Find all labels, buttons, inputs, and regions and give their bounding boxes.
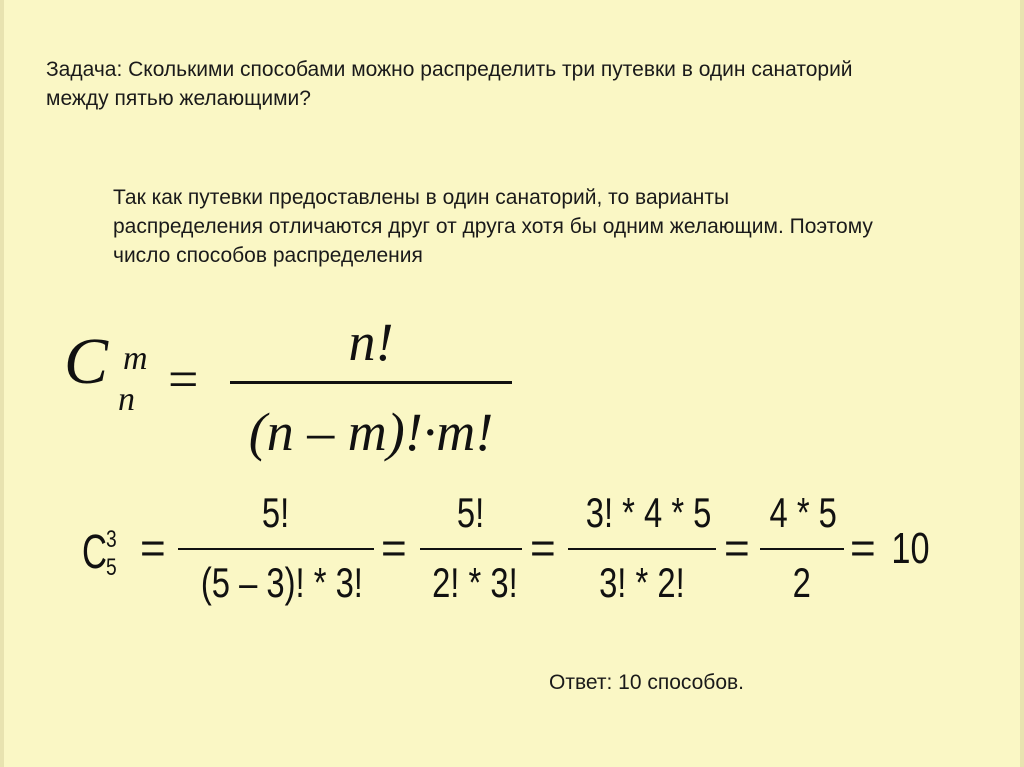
computation-fraction-3 (568, 488, 716, 618)
fraction-2-numerator: 5! (457, 489, 485, 536)
fraction-2-bar (420, 548, 522, 550)
general-formula-symbol: C (64, 325, 109, 398)
fraction-3-numerator: 3! * 4 * 5 (585, 489, 712, 536)
answer-text: Ответ: 10 способов. (549, 671, 744, 694)
computation-result-value: 10 (891, 524, 930, 573)
computation-fraction-2 (420, 488, 522, 618)
general-formula-numerator: n! (348, 312, 394, 372)
computation-symbol: C (82, 526, 107, 579)
fraction-2-denominator: 2! * 3! (432, 559, 518, 606)
fraction-1-denominator: (5 – 3)! * 3! (200, 559, 363, 606)
fraction-4-numerator: 4 * 5 (769, 489, 837, 536)
computation-equals-2: = (381, 524, 407, 573)
computation-equals-4: = (724, 524, 750, 573)
computation-fraction-4 (760, 488, 844, 618)
computation-result (886, 524, 935, 573)
computation-fraction-1 (178, 488, 374, 618)
computation-superscript: 3 (106, 526, 117, 553)
slide-right-edge (1020, 0, 1024, 767)
task-statement: Задача: Сколькими способами можно распределить три путевки в один санаторий между пятью желающими? (46, 58, 853, 110)
slide-left-edge (0, 0, 4, 767)
computation-equals-3: = (530, 524, 556, 573)
general-formula-superscript: m (123, 340, 148, 377)
fraction-3-denominator: 3! * 2! (599, 559, 685, 606)
fraction-4-bar (760, 548, 844, 550)
explanation-paragraph: Так как путевки предоставлены в один санаторий, то варианты распределения отличаются друг от друга хотя бы одним желающим. Поэтому число способов распределения (113, 186, 873, 267)
fraction-1-numerator: 5! (262, 489, 290, 536)
computation-equals-1: = (140, 524, 166, 573)
general-formula-equals: = (168, 349, 199, 409)
fraction-3-bar (568, 548, 716, 550)
general-formula-subscript: n (118, 381, 135, 418)
computation-subscript: 5 (106, 554, 117, 581)
general-formula-denominator: (n – m)!·m! (248, 402, 494, 462)
fraction-4-denominator: 2 (792, 559, 812, 606)
computation-equals-5: = (850, 524, 876, 573)
fraction-1-bar (178, 548, 374, 550)
general-formula-fraction-bar (230, 381, 512, 384)
